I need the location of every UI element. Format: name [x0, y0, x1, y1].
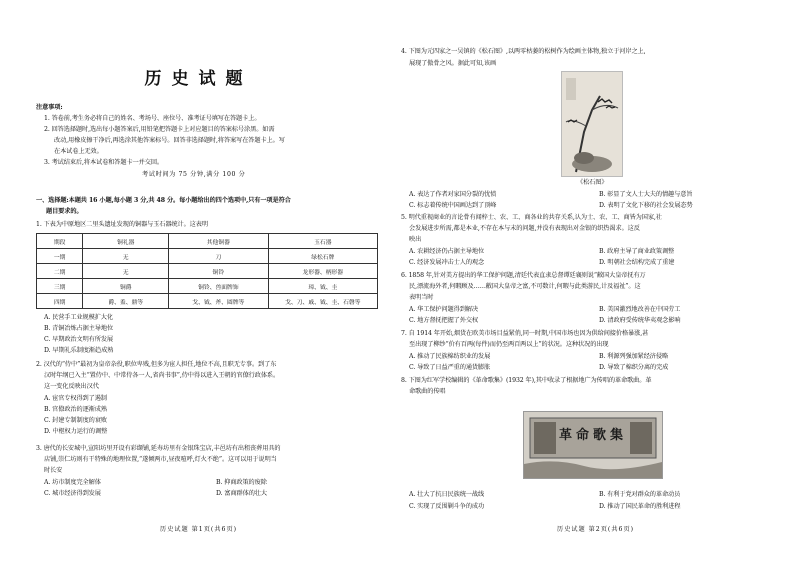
option[interactable]: B. 抑商政策的废除 — [216, 479, 267, 486]
option[interactable]: C. 导致了日益严重的通货膨胀 — [409, 364, 491, 371]
option[interactable]: A. 农耕经济仍占据主导地位 — [409, 248, 485, 255]
option[interactable]: C. 城市经济得到发展 — [44, 490, 101, 497]
pine-rock-painting — [561, 71, 623, 177]
option[interactable]: A. 宦官专权得到了遏制 — [44, 395, 107, 402]
option[interactable]: D. 明朝社会结构完成了重建 — [599, 259, 675, 266]
notice-line: 改动,用橡皮擦干净后,再选涂其他答案标号。回答非选择题时,将答案写在答题卡上。写 — [54, 137, 285, 144]
question-4-line: 展现了傲骨之风。据此可知,该画 — [409, 60, 497, 67]
table-cell: 无 — [83, 264, 169, 279]
option[interactable]: D. 表明了文化下移的社会发展态势 — [599, 202, 693, 209]
question-4-line: 4. 下图为元四家之一吴镇的《松石图》,以两零枯萎的松树作为绘画主体物,独立于河岸之上, — [401, 48, 646, 55]
option[interactable]: C. 封建专制制度的衰败 — [44, 417, 107, 424]
right-page — [397, 0, 794, 562]
table-cell: 铜铃 — [169, 264, 269, 279]
painting-caption: 《松石图》 — [577, 179, 608, 186]
option[interactable]: A. 推动了民族棉纺织业的发展 — [409, 353, 491, 360]
table-cell: 绿松石牌 — [268, 249, 377, 264]
notice-heading: 注意事项: — [36, 104, 63, 111]
question-7-line: 至出现了柳纱“价有百两(每件)而仍至两百两以上”的状况。这种状况的出现 — [409, 341, 609, 348]
question-2-line: 这一变化反映出汉代 — [44, 383, 99, 390]
table-header-row — [37, 234, 378, 249]
option[interactable]: C. 地方督抚把握了外交权 — [409, 317, 479, 324]
option[interactable]: B. 青铜冶炼占据主导地位 — [44, 325, 114, 332]
banner-title: 革命歌集 — [558, 428, 627, 443]
option[interactable]: A. 表达了作者对家国分裂的忧愤 — [409, 191, 497, 198]
song-collection-photo — [523, 411, 663, 479]
question-1-stem: 1. 下表为中原地区二里头遗址发现的铜器与玉石器统计。这表明 — [36, 221, 208, 228]
question-8-line: 8. 下图为红军学校编辑的《革命歌集》(1932 年),其中收录了根据地广为传唱的革命歌曲。革 — [401, 377, 652, 384]
notice-line: 3. 考试结束后,将本试卷和答题卡一并交回。 — [44, 159, 164, 166]
option[interactable]: A. 民营手工业规模扩大化 — [44, 314, 113, 321]
question-8-line: 命歌曲的传唱 — [409, 388, 446, 395]
table-cell: 三期 — [37, 279, 83, 294]
option[interactable]: B. 彰显了文人士大夫的情趣与意旨 — [599, 191, 693, 198]
option[interactable]: A. 华工保护问题得到解决 — [409, 306, 478, 313]
table-header-cell: 铜礼器 — [83, 234, 169, 249]
section-heading: 一、选择题:本题共 16 小题,每小题 3 分,共 48 分。每小题给出的四个选项中,只有一项是符合 — [36, 197, 291, 204]
table-cell: 一期 — [37, 249, 83, 264]
table-cell: 二期 — [37, 264, 83, 279]
exam-info: 考试时间为 75 分钟,满分 100 分 — [142, 171, 246, 178]
table-cell: 爵、盉、鼎等 — [83, 294, 169, 309]
question-3-line: 店铺,崇仁坊则有干特殊的地理位置,“遂倾两市,昼夜喧呼,灯火不绝”。这可以用于说明当 — [44, 456, 277, 463]
notice-line: 在本试卷上无效。 — [54, 148, 103, 155]
table-cell: 戈、钺、斧、圆牌等 — [169, 294, 269, 309]
table-cell: 戈、刀、戚、钺、圭、石磬等 — [268, 294, 377, 309]
question-5-line: 5. 明代重视商业的言论骨有闻梓士、农、工、商各业的共存关系,认为士、农、工、商皆为国家,社 — [401, 214, 662, 221]
option[interactable]: D. 清政府受传统华夷观念影响 — [599, 317, 681, 324]
question-1-table — [36, 233, 378, 309]
table-row — [37, 279, 378, 294]
question-3-line: 3. 唐代的长安城中,宣阳坊里开设有彩缬铺,延寿坊里有金银珠宝店,丰邑坊有出租丧葬用具的 — [36, 445, 281, 452]
question-2-line: 汉时年纲已入主“置侍中、中常侍各一人,省尚书事”,侍中得以进入王朝的官僚行政体系。 — [44, 372, 280, 379]
option[interactable]: B. 政府主导了商业政策调整 — [599, 248, 675, 255]
table-cell: 刀 — [169, 249, 269, 264]
option[interactable]: D. 中枢权力运行的调整 — [44, 428, 108, 435]
notice-line: 2. 回答选择题时,选出每小题答案后,用铅笔把答题卡上对应题目的答案标号涂黑。如需 — [44, 126, 275, 133]
option[interactable]: A. 壮大了抗日民族统一战线 — [409, 491, 485, 498]
option[interactable]: D. 推动了国民革命的胜利进程 — [599, 503, 681, 510]
question-5-line: 会发展进步所需,都是本业,不存在本与末的问题,并没有表现出对金银的织热渴求。这反 — [409, 225, 640, 232]
option[interactable]: D. 富商群体的壮大 — [216, 490, 267, 497]
option[interactable]: B. 官僚政治的逐渐成熟 — [44, 406, 107, 413]
question-6-line: 民,漂流海外者,何暇顾及……敝国大皇帝之富,不可数计,何暇与此类游民,计及福祉”。这 — [409, 283, 641, 290]
question-7-line: 7. 自 1914 年开始,烟货在欧美市场目益紧俏,同一时期,中国市场也因为供给间接价格暴涨,甚 — [401, 330, 649, 337]
option[interactable]: B. 利源列强加紧经济侵略 — [599, 353, 669, 360]
table-cell: 龙形器、柄形器 — [268, 264, 377, 279]
section-heading: 题目要求的。 — [46, 208, 83, 215]
option[interactable]: C. 早期政治文明有所发展 — [44, 336, 114, 343]
table-cell: 铜爵 — [83, 279, 169, 294]
page-footer: 历史试题 第1页(共6页) — [159, 526, 238, 533]
option[interactable]: D. 早期礼乐制度渐趋成熟 — [44, 347, 114, 354]
option[interactable]: C. 实现了反围剿斗争的成功 — [409, 503, 485, 510]
option[interactable]: D. 导致了棉织分离的完成 — [599, 364, 669, 371]
table-row — [37, 264, 378, 279]
option[interactable]: A. 坊市制度完全解体 — [44, 479, 101, 486]
option[interactable]: C. 经济发展冲击士人的观念 — [409, 259, 485, 266]
table-cell: 铜铃、兽面牌饰 — [169, 279, 269, 294]
question-2-line: 2. 汉代的“侍中”最初为皇帝杂役,职位卑贱,但多为宦人担任,地位不高,且职无专事。到了东 — [36, 361, 277, 368]
table-row — [37, 294, 378, 309]
table-row — [37, 249, 378, 264]
table-cell: 璋、钺、圭 — [268, 279, 377, 294]
banner-image — [524, 412, 662, 478]
table-header-cell: 其他铜器 — [169, 234, 269, 249]
option[interactable]: B. 美国激烈地改善在中国劳工 — [599, 306, 681, 313]
painting-image — [562, 72, 622, 176]
page-footer: 历史试题 第2页(共6页) — [556, 526, 635, 533]
question-6-line: 表明当时 — [409, 294, 434, 301]
table-header-cell: 期段 — [37, 234, 83, 249]
table-cell: 无 — [83, 249, 169, 264]
option[interactable]: B. 有利于党对群众的革命动员 — [599, 491, 681, 498]
question-5-line: 映出 — [409, 236, 422, 243]
question-6-line: 6. 1858 年,针对美方提出的华工保护问题,清廷代表直隶总督谭廷襄则说“敝国大皇帝抚有万 — [401, 272, 646, 279]
table-header-cell: 玉石器 — [268, 234, 377, 249]
table-cell: 四期 — [37, 294, 83, 309]
question-3-line: 时长安 — [44, 467, 63, 474]
option[interactable]: C. 标志着传统中国画达到了顶峰 — [409, 202, 497, 209]
notice-line: 1. 答卷前,考生务必将自己的姓名、考场号、座位号、准考证号填写在答题卡上。 — [44, 115, 261, 122]
page-title: 历史试题 — [144, 69, 253, 89]
